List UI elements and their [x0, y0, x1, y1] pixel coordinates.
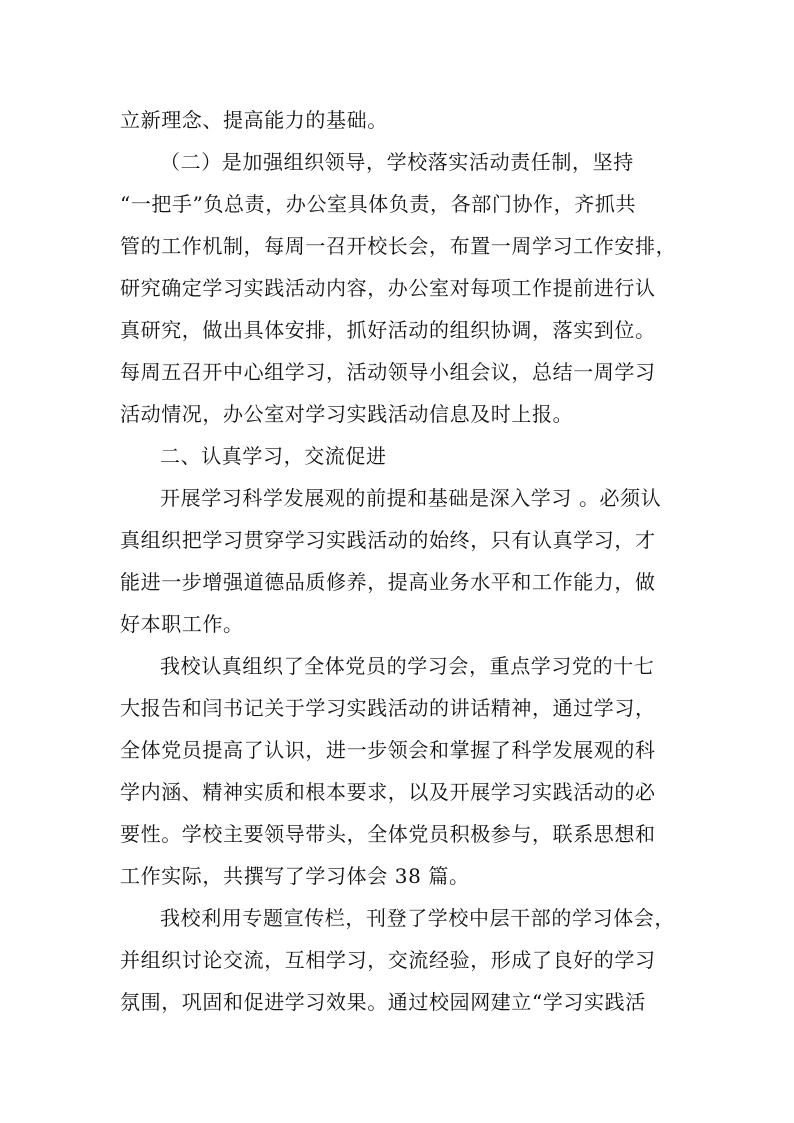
- text-line: 工作实际，共撰写了学习体会 38 篇。: [120, 864, 470, 888]
- text-line: 每周五召开中心组学习，活动领导小组会议，总结一周学习: [120, 360, 656, 384]
- text-line: 要性。学校主要领导带头，全体党员积极参与，联系思想和: [120, 822, 656, 846]
- text-line: 真研究，做出具体安排，抓好活动的组织协调，落实到位。: [120, 318, 656, 342]
- text-line: 全体党员提高了认识，进一步领会和掌握了科学发展观的科: [120, 738, 656, 762]
- text-line: 能进一步增强道德品质修养，提高业务水平和工作能力，做: [120, 570, 656, 594]
- text-line: 大报告和闫书记关于学习实践活动的讲话精神，通过学习，: [120, 696, 656, 720]
- text-line: 活动情况，办公室对学习实践活动信息及时上报。: [120, 402, 574, 426]
- text-line: 学内涵、精神实质和根本要求，以及开展学习实践活动的必: [120, 780, 656, 804]
- text-line: “一把手”负总责，办公室具体负责，各部门协作，齐抓共: [120, 192, 637, 216]
- text-line: 好本职工作。: [120, 612, 244, 636]
- text-line: 开展学习科学发展观的前提和基础是深入学习 。必须认: [160, 486, 662, 510]
- text-line: 我校认真组织了全体党员的学习会，重点学习党的十七: [160, 654, 655, 678]
- text-line: 真组织把学习贯穿学习实践活动的始终，只有认真学习，才: [120, 528, 656, 552]
- text-line: 我校利用专题宣传栏，刊登了学校中层干部的学习体会，: [160, 906, 675, 930]
- text-line: 氛围，巩固和促进学习效果。通过校园网建立“学习实践活: [120, 990, 646, 1014]
- text-line: （二）是加强组织领导，学校落实活动责任制，坚持: [160, 150, 634, 174]
- text-line: 立新理念、提高能力的基础。: [120, 108, 388, 132]
- text-line: 研究确定学习实践活动内容，办公室对每项工作提前进行认: [120, 276, 656, 300]
- section-heading: 二、认真学习，交流促进: [160, 444, 387, 468]
- text-line: 并组织讨论交流，互相学习，交流经验，形成了良好的学习: [120, 948, 656, 972]
- text-line: 管的工作机制，每周一召开校长会，布置一周学习工作安排，: [120, 234, 677, 258]
